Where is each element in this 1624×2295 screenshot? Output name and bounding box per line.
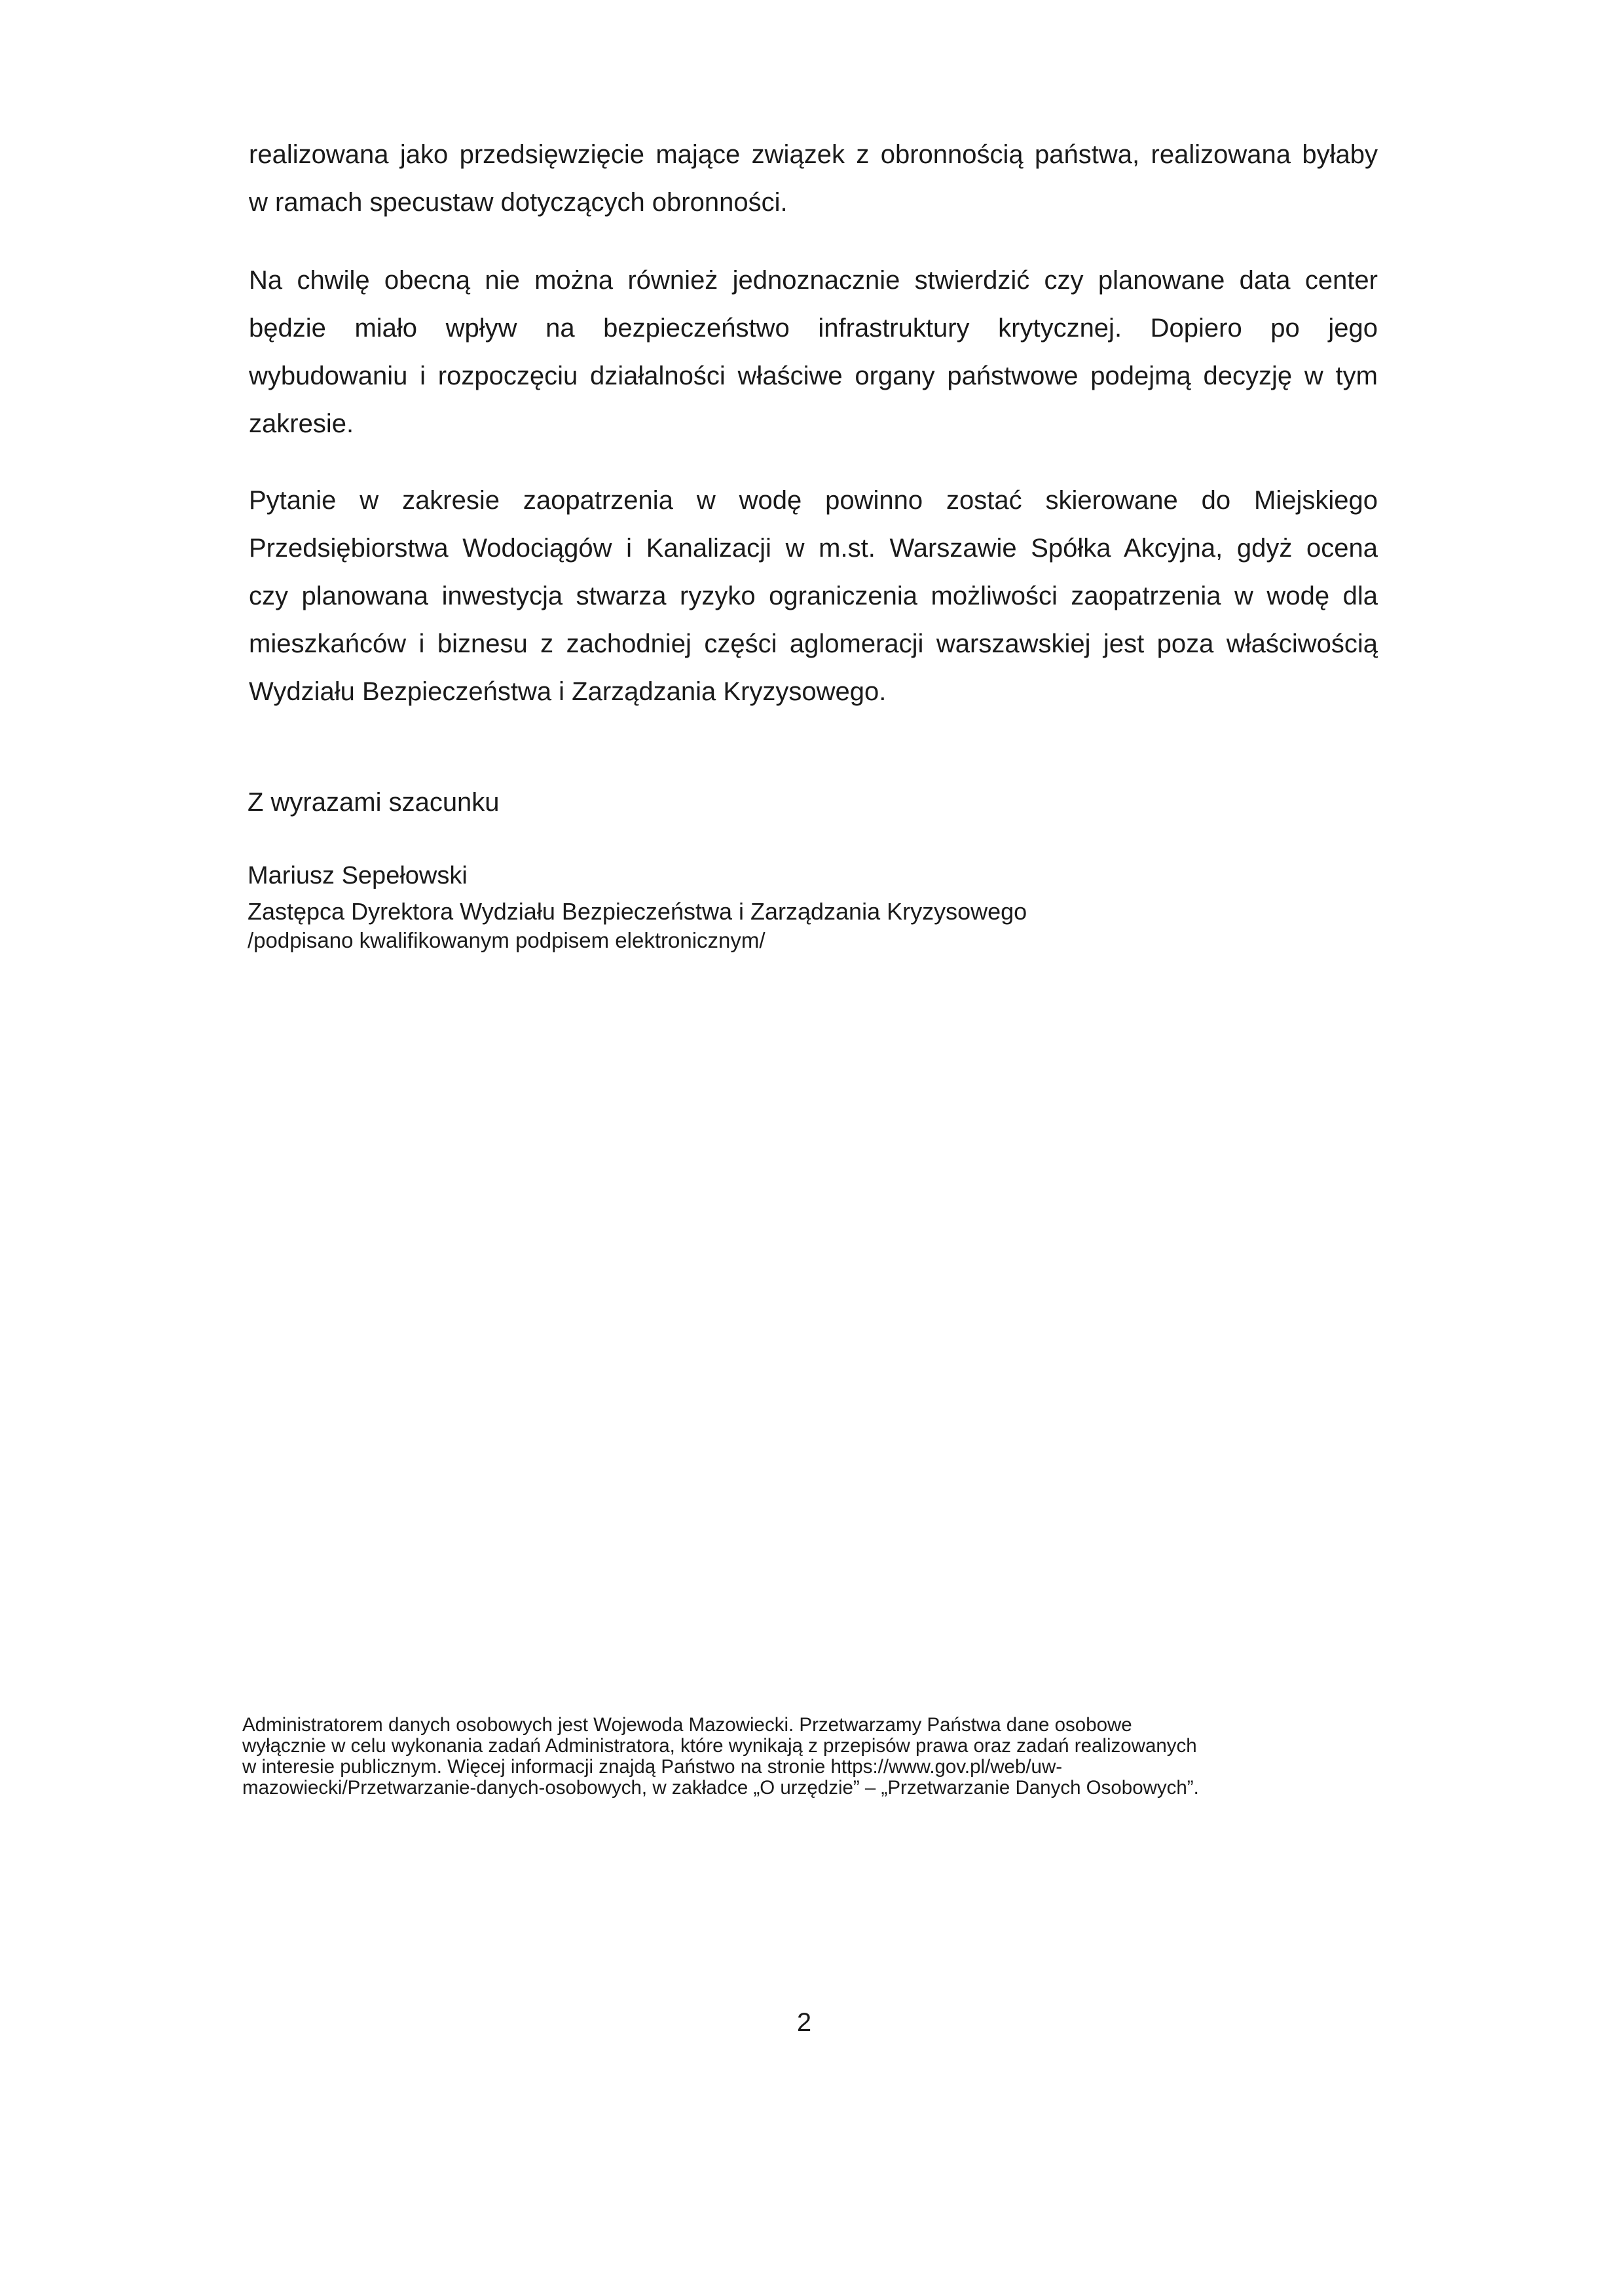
paragraph-line: będzie miało wpływ na bezpieczeństwo infrastruktury krytycznej. Dopiero po jego xyxy=(249,314,1378,343)
paragraph-line: zakresie. xyxy=(249,409,354,438)
gdpr-footer-notice xyxy=(242,1715,1356,1799)
paragraph-line: w ramach specustaw dotyczących obronności. xyxy=(249,188,788,217)
page-number: 2 xyxy=(796,2008,812,2037)
footer-line: mazowiecki/Przetwarzanie-danych-osobowych, w zakładce „O urzędzie” – „Przetwarzanie Danych Osobowych”. xyxy=(242,1777,1199,1799)
footer-line: Administratorem danych osobowych jest Wojewoda Mazowiecki. Przetwarzamy Państwa dane osobowe xyxy=(242,1714,1132,1736)
paragraph-line: wybudowaniu i rozpoczęciu działalności właściwe organy państwowe podejmą decyzję w tym xyxy=(249,362,1378,390)
electronic-signature-note: /podpisano kwalifikowanym podpisem elektronicznym/ xyxy=(248,928,766,952)
paragraph-line: czy planowana inwestycja stwarza ryzyko ograniczenia możliwości zaopatrzenia w wodę dla xyxy=(249,582,1378,610)
paragraph-line: mieszkańców i biznesu z zachodniej części aglomeracji warszawskiej jest poza właściwością xyxy=(249,629,1378,658)
paragraph-line: Przedsiębiorstwa Wodociągów i Kanalizacji w m.st. Warszawie Spółka Akcyjna, gdyż ocena xyxy=(249,534,1378,563)
signatory-name: Mariusz Sepełowski xyxy=(248,862,468,889)
paragraph-line: realizowana jako przedsięwzięcie mające związek z obronnością państwa, realizowana byłaby xyxy=(249,140,1378,169)
footer-line: wyłącznie w celu wykonania zadań Administratora, które wynikają z przepisów prawa oraz zadań realizowanych xyxy=(242,1735,1197,1757)
paragraph-defense-special-acts xyxy=(249,131,1378,227)
paragraph-line: Wydziału Bezpieczeństwa i Zarządzania Kryzysowego. xyxy=(249,677,887,706)
signatory-title: Zastępca Dyrektora Wydziału Bezpieczeństwa i Zarządzania Kryzysowego xyxy=(248,898,1027,925)
footer-line: w interesie publicznym. Więcej informacji znajdą Państwo na stronie https://www.gov.pl/web/uw- xyxy=(242,1756,1063,1778)
paragraph-line: Na chwilę obecną nie można również jednoznacznie stwierdzić czy planowane data center xyxy=(249,266,1378,295)
closing-salutation: Z wyrazami szacunku xyxy=(248,788,500,817)
paragraph-water-supply xyxy=(249,477,1378,716)
paragraph-critical-infrastructure xyxy=(249,257,1378,448)
paragraph-line: Pytanie w zakresie zaopatrzenia w wodę powinno zostać skierowane do Miejskiego xyxy=(249,486,1378,515)
